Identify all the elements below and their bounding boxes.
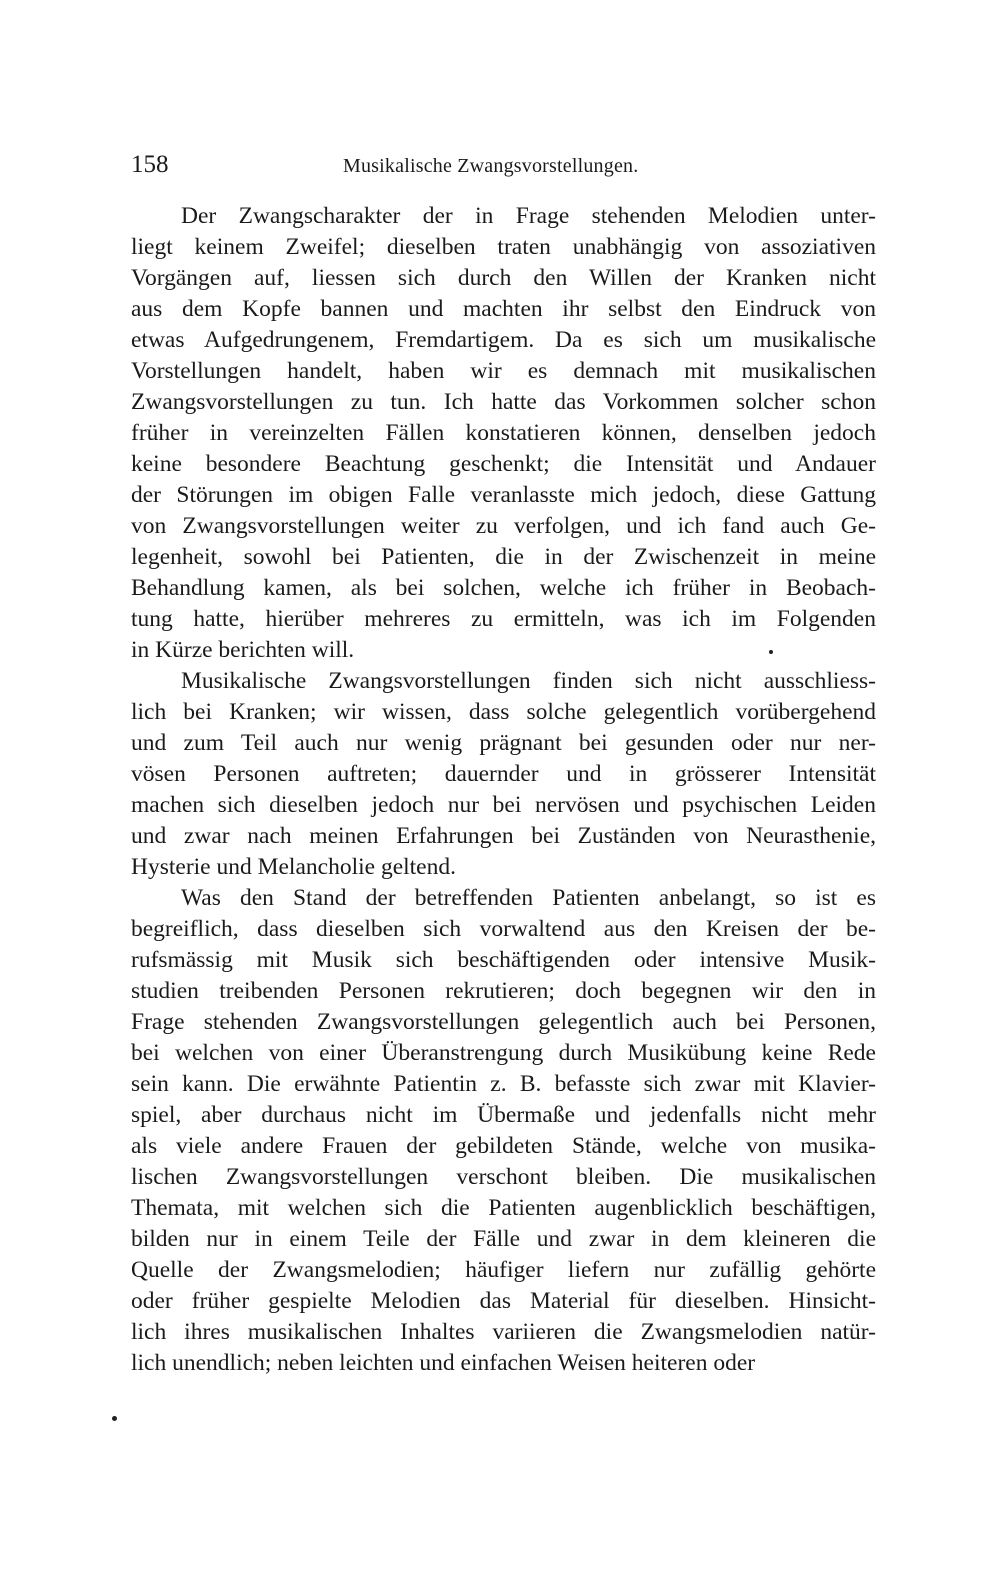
text-line: keine besondere Beachtung geschenkt; die Intensität und Andauer: [131, 451, 876, 477]
text-line: und zum Teil auch nur wenig prägnant bei gesunden oder nur ner-: [131, 730, 876, 756]
ink-speck: [112, 1416, 117, 1421]
text-line: und zwar nach meinen Erfahrungen bei Zuständen von Neurasthenie,: [131, 823, 876, 849]
text-line: Hysterie und Melancholie geltend.: [131, 854, 456, 880]
text-line: Was den Stand der betreffenden Patienten anbelangt, so ist es: [181, 885, 876, 911]
text-line: begreiflich, dass dieselben sich vorwaltend aus den Kreisen der be-: [131, 916, 876, 942]
text-line: von Zwangsvorstellungen weiter zu verfolgen, und ich fand auch Ge-: [131, 513, 876, 539]
text-line: Quelle der Zwangsmelodien; häufiger liefern nur zufällig gehörte: [131, 1257, 876, 1283]
text-line: studien treibenden Personen rekrutieren; doch begegnen wir den in: [131, 978, 876, 1004]
text-line: lischen Zwangsvorstellungen verschont bleiben. Die musikalischen: [131, 1164, 876, 1190]
text-line: Vorstellungen handelt, haben wir es demnach mit musikalischen: [131, 358, 876, 384]
text-line: bei welchen von einer Überanstrengung durch Musikübung keine Rede: [131, 1040, 876, 1066]
page-number: 158: [131, 151, 169, 178]
text-line: Frage stehenden Zwangsvorstellungen gelegentlich auch bei Personen,: [131, 1009, 876, 1035]
body-text: [131, 201, 876, 1379]
text-line: aus dem Kopfe bannen und machten ihr selbst den Eindruck von: [131, 296, 876, 322]
text-line: liegt keinem Zweifel; dieselben traten unabhängig von assoziativen: [131, 234, 876, 260]
text-line: lich ihres musikalischen Inhaltes variieren die Zwangsmelodien natür-: [131, 1319, 876, 1345]
paragraph: [131, 883, 876, 1379]
text-line: Musikalische Zwangsvorstellungen finden sich nicht ausschliess-: [181, 668, 876, 694]
text-line: in Kürze berichten will.: [131, 637, 355, 663]
text-line: der Störungen im obigen Falle veranlasste mich jedoch, diese Gattung: [131, 482, 876, 508]
ink-speck: [769, 650, 773, 654]
text-line: als viele andere Frauen der gebildeten Stände, welche von musika-: [131, 1133, 876, 1159]
text-line: spiel, aber durchaus nicht im Übermaße und jedenfalls nicht mehr: [131, 1102, 876, 1128]
text-line: Vorgängen auf, liessen sich durch den Willen der Kranken nicht: [131, 265, 876, 291]
text-line: Themata, mit welchen sich die Patienten augenblicklich beschäftigen,: [131, 1195, 876, 1221]
text-line: rufsmässig mit Musik sich beschäftigenden oder intensive Musik-: [131, 947, 876, 973]
text-line: Behandlung kamen, als bei solchen, welche ich früher in Beobach-: [131, 575, 876, 601]
text-line: etwas Aufgedrungenem, Fremdartigem. Da es sich um musikalische: [131, 327, 876, 353]
text-line: Der Zwangscharakter der in Frage stehenden Melodien unter-: [181, 203, 876, 229]
text-line: tung hatte, hierüber mehreres zu ermitteln, was ich im Folgenden: [131, 606, 876, 632]
running-head: [131, 150, 876, 180]
running-title: Musikalische Zwangsvorstellungen.: [343, 155, 639, 177]
text-line: oder früher gespielte Melodien das Material für dieselben. Hinsicht-: [131, 1288, 876, 1314]
text-line: machen sich dieselben jedoch nur bei nervösen und psychischen Leiden: [131, 792, 876, 818]
text-line: lich bei Kranken; wir wissen, dass solche gelegentlich vorübergehend: [131, 699, 876, 725]
paragraph: [131, 666, 876, 883]
text-line: lich unendlich; neben leichten und einfachen Weisen heiteren oder: [131, 1350, 756, 1376]
text-line: sein kann. Die erwähnte Patientin z. B. befasste sich zwar mit Klavier-: [131, 1071, 876, 1097]
paragraph: [131, 201, 876, 666]
text-line: bilden nur in einem Teile der Fälle und zwar in dem kleineren die: [131, 1226, 876, 1252]
text-line: vösen Personen auftreten; dauernder und in grösserer Intensität: [131, 761, 876, 787]
text-line: legenheit, sowohl bei Patienten, die in der Zwischenzeit in meine: [131, 544, 876, 570]
text-line: Zwangsvorstellungen zu tun. Ich hatte das Vorkommen solcher schon: [131, 389, 876, 415]
text-line: früher in vereinzelten Fällen konstatieren können, denselben jedoch: [131, 420, 876, 446]
